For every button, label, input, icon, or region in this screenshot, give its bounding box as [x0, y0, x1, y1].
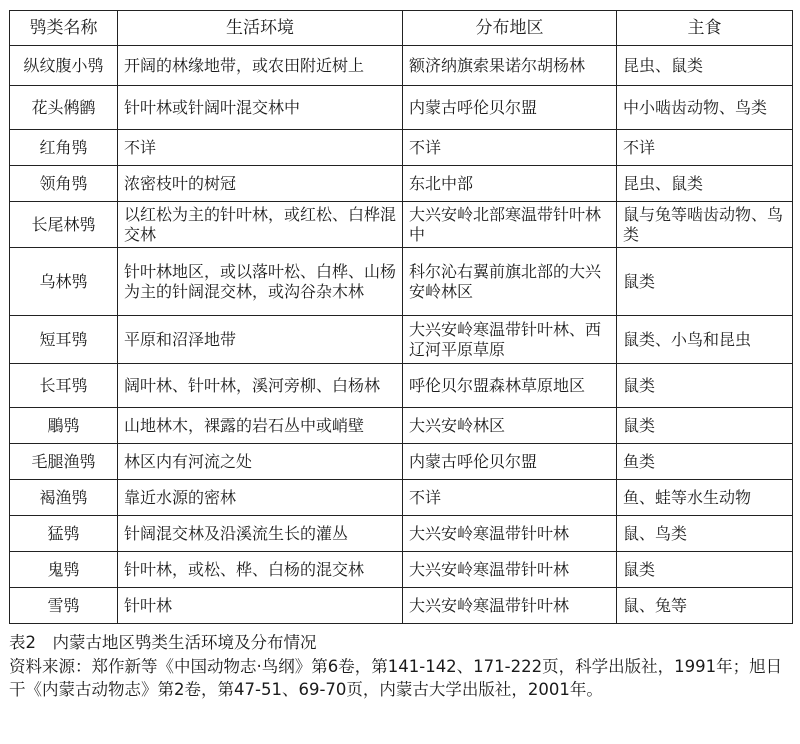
distribution-cell: 内蒙古呼伦贝尔盟 — [403, 86, 617, 130]
distribution-cell: 内蒙古呼伦贝尔盟 — [403, 444, 617, 480]
food-cell: 鼠、兔等 — [617, 588, 793, 624]
species-name-cell: 长尾林鸮 — [10, 202, 118, 248]
distribution-cell: 额济纳旗索果诺尔胡杨林 — [403, 46, 617, 86]
food-cell: 鼠类 — [617, 552, 793, 588]
habitat-cell: 针叶林，或松、桦、白杨的混交林 — [118, 552, 403, 588]
food-cell: 鼠、鸟类 — [617, 516, 793, 552]
food-cell: 鼠类 — [617, 248, 793, 316]
table-row — [10, 552, 793, 588]
species-name-cell: 花头鸺鹠 — [10, 86, 118, 130]
habitat-cell: 开阔的林缘地带，或农田附近树上 — [118, 46, 403, 86]
header-distribution: 分布地区 — [403, 11, 617, 46]
table-row — [10, 588, 793, 624]
document-page — [9, 10, 792, 701]
distribution-cell: 大兴安岭北部寒温带针叶林中 — [403, 202, 617, 248]
habitat-cell: 靠近水源的密林 — [118, 480, 403, 516]
table-row — [10, 130, 793, 166]
header-habitat: 生活环境 — [118, 11, 403, 46]
table-row — [10, 364, 793, 408]
species-name-cell: 毛腿渔鸮 — [10, 444, 118, 480]
species-name-cell: 短耳鸮 — [10, 316, 118, 364]
habitat-cell: 浓密枝叶的树冠 — [118, 166, 403, 202]
habitat-cell: 以红松为主的针叶林，或红松、白桦混交林 — [118, 202, 403, 248]
food-cell: 鱼类 — [617, 444, 793, 480]
species-name-cell: 猛鸮 — [10, 516, 118, 552]
food-cell: 鼠与兔等啮齿动物、鸟类 — [617, 202, 793, 248]
distribution-cell: 大兴安岭寒温带针叶林、西辽河平原草原 — [403, 316, 617, 364]
table-row — [10, 46, 793, 86]
distribution-cell: 不详 — [403, 130, 617, 166]
food-cell: 鼠类 — [617, 364, 793, 408]
distribution-cell: 不详 — [403, 480, 617, 516]
species-name-cell: 长耳鸮 — [10, 364, 118, 408]
species-name-cell: 乌林鸮 — [10, 248, 118, 316]
table-row — [10, 516, 793, 552]
caption-source: 资料来源：郑作新等《中国动物志·鸟纲》第6卷，第141-142、171-222页，科学出版社，1991年；旭日干《内蒙古动物志》第2卷，第47-51、69-70页，内蒙古大学出版社，2001年。 — [9, 657, 783, 699]
species-name-cell: 雪鸮 — [10, 588, 118, 624]
habitat-cell: 针叶林地区，或以落叶松、白桦、山杨为主的针阔混交林，或沟谷杂木林 — [118, 248, 403, 316]
food-cell: 昆虫、鼠类 — [617, 166, 793, 202]
food-cell: 鼠类、小鸟和昆虫 — [617, 316, 793, 364]
species-name-cell: 褐渔鸮 — [10, 480, 118, 516]
table-row — [10, 202, 793, 248]
table-header-row — [10, 11, 793, 46]
header-main-food: 主食 — [617, 11, 793, 46]
distribution-cell: 科尔沁右翼前旗北部的大兴安岭林区 — [403, 248, 617, 316]
habitat-cell: 林区内有河流之处 — [118, 444, 403, 480]
habitat-cell: 针叶林或针阔叶混交林中 — [118, 86, 403, 130]
species-name-cell: 纵纹腹小鸮 — [10, 46, 118, 86]
owl-habitat-table — [9, 10, 793, 624]
caption-title: 表2 内蒙古地区鸮类生活环境及分布情况 — [9, 633, 317, 652]
species-name-cell: 鵰鸮 — [10, 408, 118, 444]
distribution-cell: 大兴安岭寒温带针叶林 — [403, 588, 617, 624]
species-name-cell: 领角鸮 — [10, 166, 118, 202]
species-name-cell: 红角鸮 — [10, 130, 118, 166]
food-cell: 中小啮齿动物、鸟类 — [617, 86, 793, 130]
table-row — [10, 86, 793, 130]
table-row — [10, 444, 793, 480]
table-row — [10, 166, 793, 202]
table-row — [10, 480, 793, 516]
food-cell: 昆虫、鼠类 — [617, 46, 793, 86]
food-cell: 鼠类 — [617, 408, 793, 444]
habitat-cell: 山地林木，裸露的岩石丛中或峭壁 — [118, 408, 403, 444]
table-row — [10, 248, 793, 316]
header-species-name: 鸮类名称 — [10, 11, 118, 46]
habitat-cell: 平原和沼泽地带 — [118, 316, 403, 364]
table-row — [10, 316, 793, 364]
distribution-cell: 呼伦贝尔盟森林草原地区 — [403, 364, 617, 408]
habitat-cell: 阔叶林、针叶林，溪河旁柳、白杨林 — [118, 364, 403, 408]
distribution-cell: 大兴安岭林区 — [403, 408, 617, 444]
habitat-cell: 针叶林 — [118, 588, 403, 624]
distribution-cell: 东北中部 — [403, 166, 617, 202]
distribution-cell: 大兴安岭寒温带针叶林 — [403, 552, 617, 588]
species-name-cell: 鬼鸮 — [10, 552, 118, 588]
habitat-cell: 不详 — [118, 130, 403, 166]
food-cell: 鱼、蛙等水生动物 — [617, 480, 793, 516]
habitat-cell: 针阔混交林及沿溪流生长的灌丛 — [118, 516, 403, 552]
table-caption — [9, 631, 792, 701]
food-cell: 不详 — [617, 130, 793, 166]
distribution-cell: 大兴安岭寒温带针叶林 — [403, 516, 617, 552]
table-row — [10, 408, 793, 444]
